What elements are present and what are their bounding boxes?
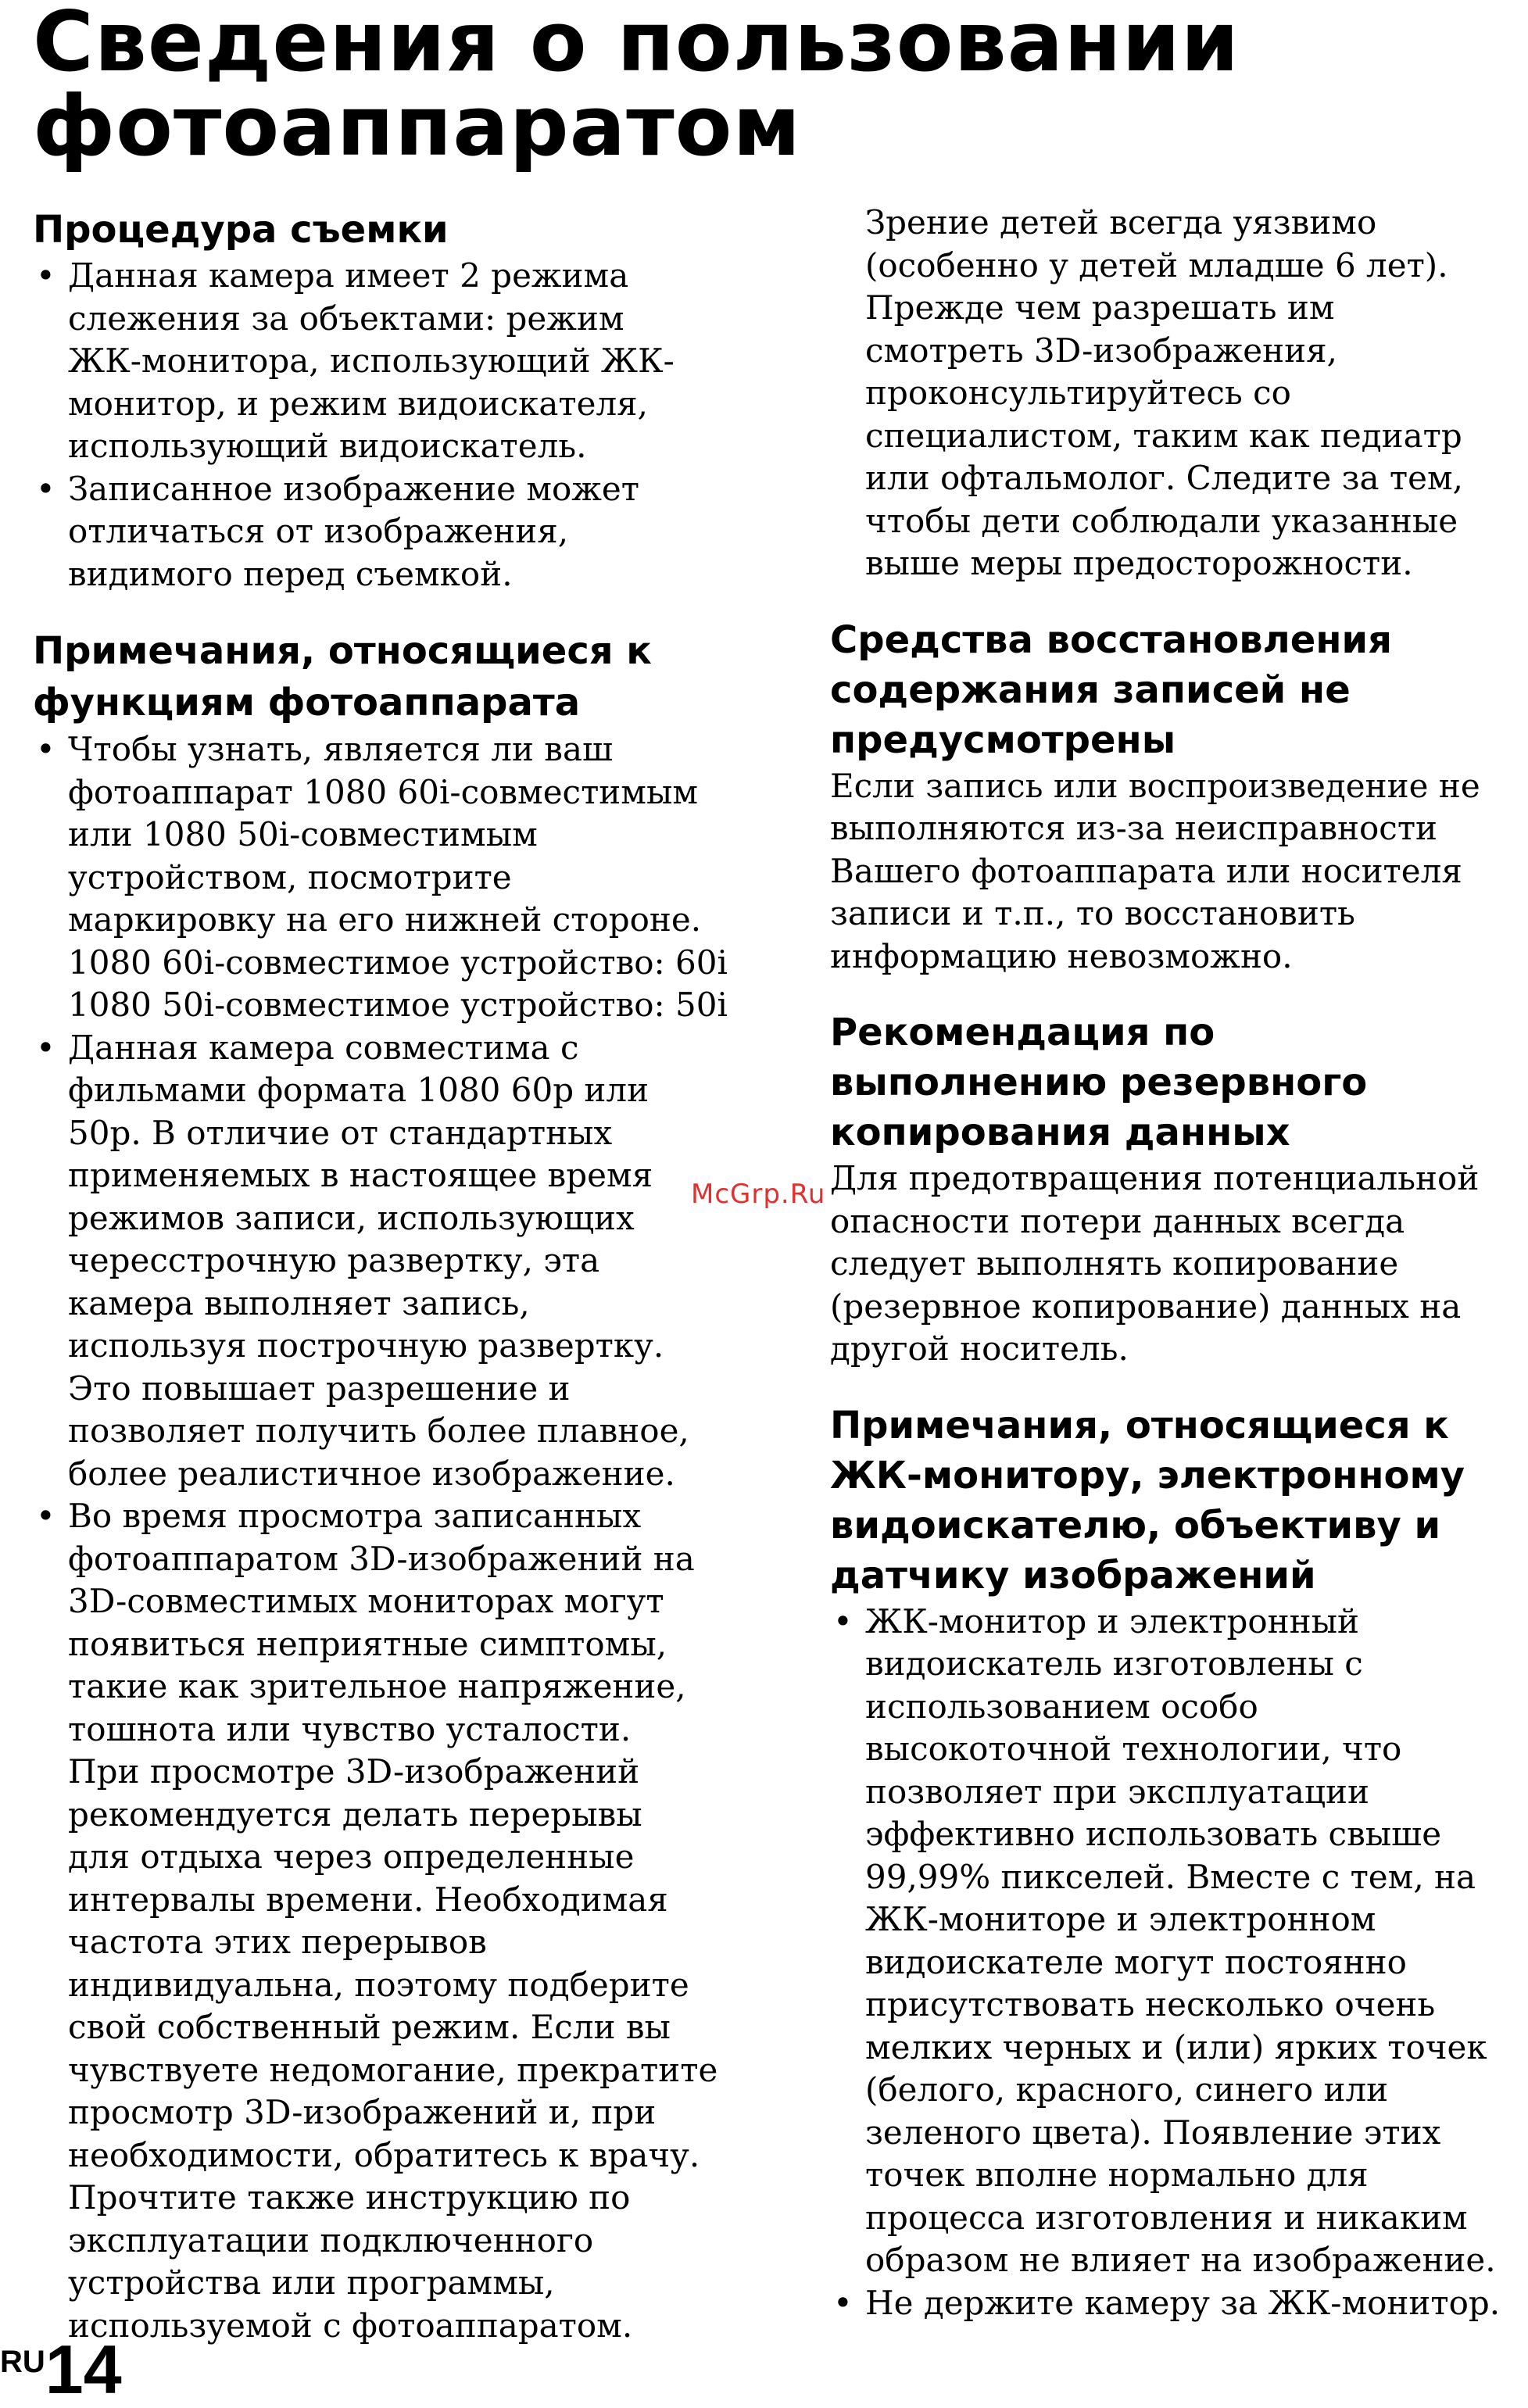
page-number: 14 (45, 2331, 122, 2408)
paragraph: Для предотвращения потенциальной опасности потери данных всегда следует выполнять копирование (резервное копирование) данных на другой носитель. (830, 1159, 1480, 1368)
section-3d-children-continuation (830, 202, 1518, 585)
list-item-text: Во время просмотра записанных фотоаппаратом 3D-изображений на 3D-совместимых мониторах могут появиться неприятные симптомы, такие как зрительное напряжение, тошнота или чувство усталости. При просмотре 3D-изображений рекомендуется делать перерывы для отдыха через определенные интервалы времени. Необходимая частота этих перерывов индивидуальна, поэтому подберите свой собственный режим. Если вы чувствуете недомогание, прекратите просмотр 3D-изображений и, при необходимости, обратитесь к врачу. Прочтите также инструкцию по эксплуатации подключенного устройства или программы, используемой с фотоаппаратом. (68, 1497, 718, 2345)
section-backup-recommendation (830, 1007, 1518, 1371)
section-lcd-viewfinder-notes (830, 1401, 1518, 2325)
bullet-icon: • (36, 1497, 55, 1535)
paragraph: Зрение детей всегда уязвимо (особенно у детей младше 6 лет). Прежде чем разрешать им смотреть 3D-изображения, проконсультируйтесь со специалистом, таким как педиатр или офтальмолог. Следите за тем, чтобы дети соблюдали указанные выше меры предосторожности. (865, 203, 1464, 582)
page-footer (0, 2331, 122, 2408)
bullet-icon: • (36, 256, 55, 295)
list-item-text: Данная камера совместима с фильмами формата 1080 60p или 50p. В отличие от стандартных применяемых в настоящее время режимов записи, использующих чересстрочную развертку, эта камера выполняет запись, используя построчную развертку. Это повышает разрешение и позволяет получить более плавное, более реалистичное изображение. (68, 1028, 689, 1493)
list-item (33, 728, 818, 1027)
section-heading: Примечания, относящиеся к функциям фотоаппарата (33, 629, 652, 725)
list-item (33, 468, 818, 596)
right-column (830, 202, 1518, 2354)
list-item-text: Чтобы узнать, является ли ваш фотоаппарат 1080 60i-совместимым или 1080 50i-совместимым устройством, посмотрите маркировку на его нижней стороне. 1080 60i-совместимое устройство: 60i 1080 50i-совместимое устройство: 50i (68, 730, 728, 1024)
left-column (33, 202, 818, 2383)
language-code: RU (0, 2345, 45, 2379)
list-item (33, 1495, 818, 2347)
bullet-icon: • (833, 1601, 853, 1641)
section-camera-functions (33, 625, 818, 2347)
list-item-text: Записанное изображение может отличаться от изображения, видимого перед съемкой. (68, 469, 640, 593)
section-shooting-procedure (33, 205, 818, 596)
list-item-text: Данная камера имеет 2 режима слежения за объектами: режим ЖК-монитора, использующий ЖК- монитор, и режим видоискателя, использующий видоискатель. (68, 256, 675, 465)
bullet-icon: • (36, 1028, 55, 1067)
list-item (33, 1027, 818, 1496)
paragraph: Если запись или воспроизведение не выполняются из-за неисправности Вашего фотоаппарата или носителя записи и т.п., то восстановить информацию невозможно. (830, 766, 1480, 975)
page-title: Сведения о пользовании фотоаппаратом (33, 0, 1240, 174)
bullet-list (33, 728, 818, 2347)
bullet-icon: • (36, 469, 55, 508)
bullet-icon: • (36, 730, 55, 768)
bullet-list (830, 1601, 1518, 2325)
section-heading: Рекомендация по выполнению резервного копирования данных (830, 1011, 1368, 1154)
bullet-list (33, 255, 818, 596)
list-item (33, 255, 818, 468)
list-item-text: Не держите камеру за ЖК-монитор. (865, 2283, 1501, 2322)
list-item (830, 2282, 1518, 2325)
section-heading: Средства восстановления содержания записей не предусмотрены (830, 617, 1392, 762)
watermark: McGrp.Ru (691, 1179, 826, 1210)
section-heading: Процедура съемки (33, 208, 449, 252)
bullet-icon: • (833, 2283, 853, 2322)
section-heading: Примечания, относящиеся к ЖК-монитору, электронному видоискателю, объективу и датчику изображений (830, 1403, 1465, 1598)
list-item (830, 1601, 1518, 2282)
list-item-text: ЖК-монитор и электронный видоискатель изготовлены с использованием особо высокоточной технологии, что позволяет при эксплуатации эффективно использовать свыше 99,99% пикселей. Вместе с тем, на ЖК-мониторе и электронном видоискателе могут постоянно присутствовать несколько очень мелких черных и (или) ярких точек (белого, красного, синего или зеленого цвета). Появление этих точек вполне нормально для процесса изготовления и никаким образом не влияет на изображение. (865, 1601, 1496, 2279)
section-no-recovery (830, 615, 1518, 979)
